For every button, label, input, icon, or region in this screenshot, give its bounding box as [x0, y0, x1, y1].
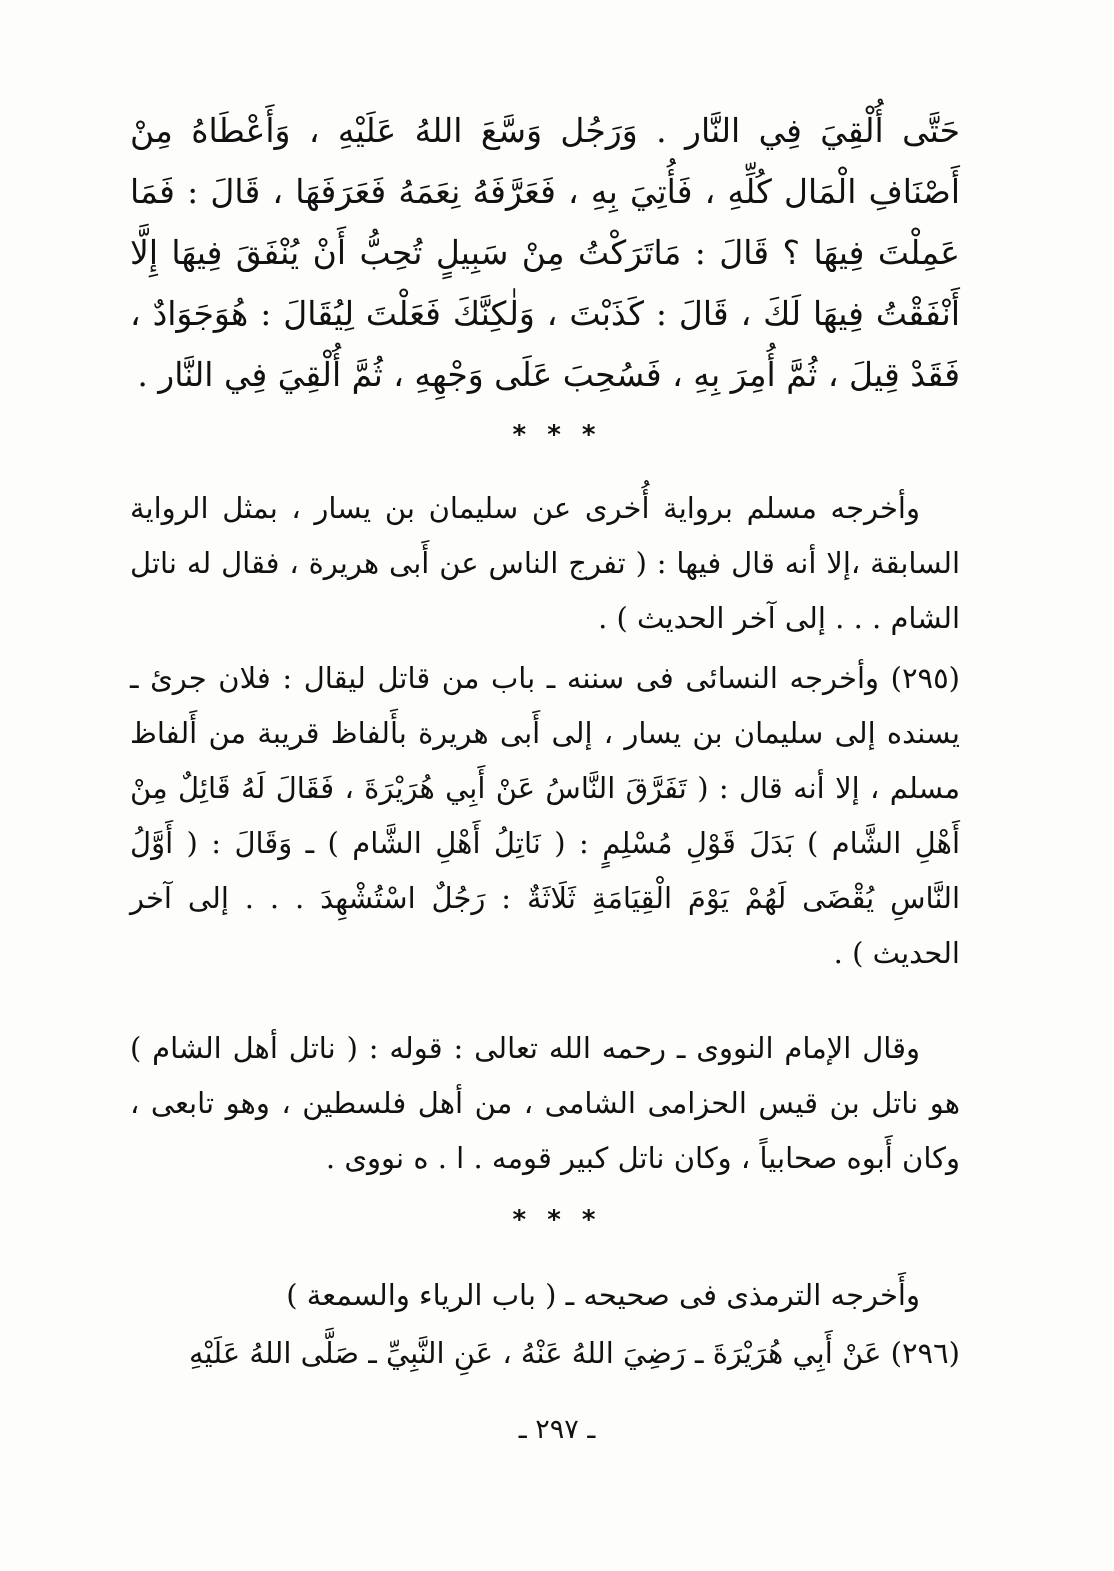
muslim-narration-block	[130, 481, 960, 646]
section-separator: * * *	[512, 1205, 602, 1235]
page-number: ـ ٢٩٧ ـ	[518, 1414, 596, 1445]
numbered-hadith-paragraph: (٢٩٦) عَنْ أَبِي هُرَيْرَةَ ـ رَضِيَ اللهُ عَنْهُ ، عَنِ النَّبِيِّ ـ صَلَّى اللهُ عَلَيْهِ	[188, 1336, 960, 1370]
numbered-hadith-paragraph: (٢٩٥) وأخرجه النسائى فى سننه ـ باب من قاتل ليقال : فلان جرئ ـ يسنده إلى سليمان بن يسار ، إلى أَبى هريرة بأَلفاظ قريبة من أَلفاظ مسلم ، إلا أنه قال : ( تَفَرَّقَ النَّاسُ عَنْ أَبِي هُرَيْرَةَ ، فَقَالَ لَهُ قَائِلٌ مِنْ أَهْلِ الشَّام ) بَدَلَ قَوْلِ مُسْلِمٍ : ( نَاتِلُ أَهْلِ الشَّام ) ـ وَقَالَ : ( أَوَّلُ النَّاسِ يُقْضَى لَهُمْ يَوْمَ الْقِيَامَةِ ثَلَاثَةٌ : رَجُلٌ اسْتُشْهِدَ . . . إلى آخر الحديث ) .	[130, 661, 960, 970]
commentary-paragraph: وأخرجه مسلم برواية أُخرى عن سليمان بن يسار ، بمثل الرواية السابقة ،إلا أنه قال فيها : ( تفرج الناس عن أَبى هريرة ، فقال له ناتل الشام . . . إلى آخر الحديث ) .	[130, 491, 960, 635]
commentary-paragraph: وقال الإمام النووى ـ رحمه الله تعالى : قوله : ( ناتل أهل الشام ) هو ناتل بن قيس الحزامى الشامى ، من أهل فلسطين ، وهو تابعى ، وكان أَبوه صحابياً ، وكان ناتل كبير قومه . ا . ه نووى .	[130, 1031, 960, 1175]
nawawi-comment-block	[130, 1021, 960, 1186]
tirmidhi-narration-block	[130, 1266, 960, 1382]
section-separator: * * *	[512, 420, 602, 450]
hadith-text-paragraph: حَتَّى أُلْقِيَ فِي النَّار . وَرَجُل وَسَّعَ اللهُ عَلَيْهِ ، وَأَعْطَاهُ مِنْ أَصْنَافِ الْمَال كُلِّهِ ، فَأُتِيَ بِهِ ، فَعَرَّفَهُ نِعَمَهُ فَعَرَفَهَا ، قَالَ : فَمَا عَمِلْتَ فِيهَا ؟ قَالَ : مَاتَرَكْتُ مِنْ سَبِيلٍ تُحِبُّ أَنْ يُنْفَقَ فِيهَا إِلَّا أَنْفَقْتُ فِيهَا لَكَ ، قَالَ : كَذَبْتَ ، وَلٰكِنَّكَ فَعَلْتَ لِيُقَالَ : هُوَجَوَادٌ ، فَقَدْ قِيلَ ، ثُمَّ أُمِرَ بِهِ ، فَسُحِبَ عَلَى وَجْهِهِ ، ثُمَّ أُلْقِيَ فِي النَّار .	[130, 111, 960, 394]
chapter-heading-paragraph: وأَخرجه الترمذى فى صحيحه ـ ( باب الرياء والسمعة )	[286, 1278, 920, 1312]
hadith-continuation-block	[130, 100, 960, 405]
nasai-narration-block	[130, 651, 960, 981]
